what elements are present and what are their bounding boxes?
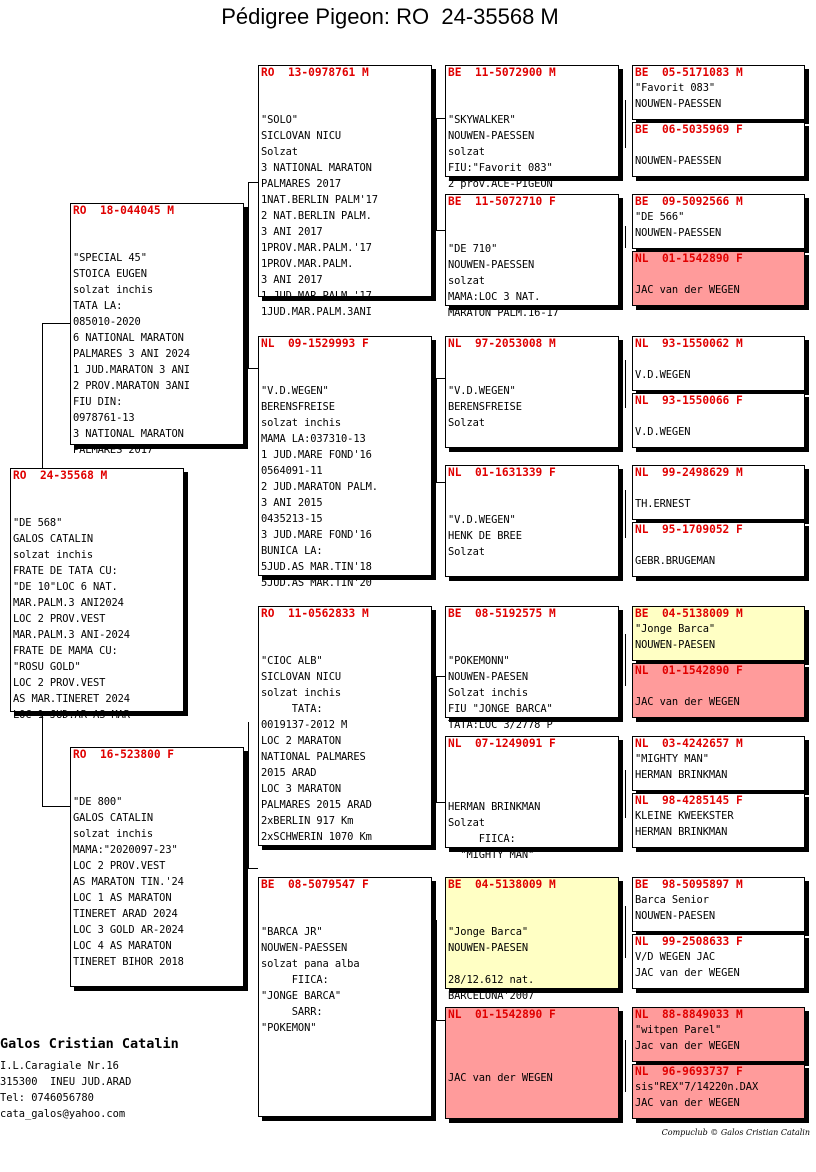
pigeon-card-sire bbox=[70, 203, 244, 456]
pigeon-details: "Favorit 083" NOUWEN-PAESSEN bbox=[635, 82, 722, 110]
pigeon-card-subject bbox=[10, 468, 184, 721]
connector-line bbox=[436, 920, 437, 1020]
connector-line bbox=[625, 360, 626, 408]
connector-line bbox=[42, 323, 70, 324]
connector-line bbox=[248, 868, 258, 869]
pigeon-card-gen5-5 bbox=[632, 336, 805, 391]
ring-number: NL 93-1550062 M bbox=[635, 337, 743, 350]
pigeon-details: "CIOC ALB" SICLOVAN NICU solzat inchis TATA: 0019137-2012 M LOC 2 MARATON NATIONAL PALMARES 2015 ARAD LOC 3 MARATON PALMARES 2015 ARAD 2xBERLIN 917 Km 2xSCHWERIN 1070 Km bbox=[261, 655, 372, 843]
ring-number: BE 09-5092566 M bbox=[635, 195, 743, 208]
ring-number: NL 88-8849033 M bbox=[635, 1008, 743, 1021]
pigeon-details: "Jonge Barca" NOUWEN-PAESEN bbox=[635, 623, 716, 651]
breeder-phone: Tel: 0746056780 bbox=[0, 1092, 94, 1104]
pigeon-card-gen4-8 bbox=[445, 1007, 619, 1119]
pigeon-card-gen4-6 bbox=[445, 736, 619, 861]
connector-line bbox=[625, 634, 626, 686]
pigeon-details: "DE 568" GALOS CATALIN solzat inchis FRATE DE TATA CU: "DE 10"LOC 6 NAT. MAR.PALM.3 ANI2024 LOC 2 PROV.VEST MAR.PALM.3 ANI-2024 FRATE DE MAMA CU: "ROSU GOLD" LOC 2 PROV.VEST AS MAR.TINERET 2024 LOC 1 JUD.AR AS MAR bbox=[13, 517, 130, 721]
connector-line bbox=[625, 490, 626, 538]
pigeon-details: "SKYWALKER" NOUWEN-PAESSEN solzat FIU:"Favorit 083" 2 prov.ACE-PIGEON bbox=[448, 114, 553, 190]
connector-line bbox=[436, 378, 445, 379]
footer-credit: Compuclub © Galos Cristian Catalin bbox=[661, 1128, 810, 1137]
ring-number: BE 04-5138009 M bbox=[448, 878, 556, 891]
connector-line bbox=[625, 226, 626, 248]
pigeon-details: JAC van der WEGEN bbox=[635, 696, 740, 708]
page-title: Pédigree Pigeon: RO 24-35568 M bbox=[221, 4, 559, 29]
pigeon-details: "V.D.WEGEN" BERENSFREISE solzat inchis MAMA LA:037310-13 1 JUD.MARE FOND'16 0564091-11 2 JUD.MARATON PALM. 3 ANI 2015 0435213-15 3 JUD.MARE FOND'16 BUNICA LA: 5JUD.AS MAR.TIN'18 5JUD.AS MAR.TIN'20 bbox=[261, 385, 378, 589]
pigeon-details: TH.ERNEST bbox=[635, 498, 691, 510]
ring-number: RO 13-0978761 M bbox=[261, 66, 369, 79]
pigeon-card-gen5-12 bbox=[632, 793, 805, 848]
ring-number: BE 11-5072900 M bbox=[448, 66, 556, 79]
connector-line bbox=[436, 378, 437, 482]
ring-number: RO 16-523800 F bbox=[73, 748, 175, 761]
connector-line bbox=[436, 230, 445, 231]
pigeon-details: "MIGHTY MAN" HERMAN BRINKMAN bbox=[635, 753, 728, 781]
pigeon-card-gen5-6 bbox=[632, 393, 805, 448]
pigeon-details: "BARCA JR" NOUWEN-PAESSEN solzat pana alba FIICA: "JONGE BARCA" SARR: "POKEMON" bbox=[261, 926, 360, 1034]
ring-number: NL 98-4285145 F bbox=[635, 794, 743, 807]
pigeon-details: "witpen Parel" Jac van der WEGEN bbox=[635, 1024, 740, 1052]
pigeon-card-gen5-7 bbox=[632, 465, 805, 520]
pigeon-details: HERMAN BRINKMAN Solzat FIICA: "MIGHTY MAN" bbox=[448, 801, 541, 861]
pigeon-card-gen5-13 bbox=[632, 877, 805, 932]
pigeon-card-gen5-16 bbox=[632, 1064, 805, 1119]
ring-number: BE 06-5035969 F bbox=[635, 123, 743, 136]
ring-number: NL 01-1542890 F bbox=[635, 252, 743, 265]
pigeon-details: V/D WEGEN JAC JAC van der WEGEN bbox=[635, 951, 740, 979]
pigeon-card-gen4-1 bbox=[445, 65, 619, 190]
connector-line bbox=[436, 482, 445, 483]
pigeon-details: "SOLO" SICLOVAN NICU Solzat 3 NATIONAL MARATON PALMARES 2017 1NAT.BERLIN PALM'17 2 NAT.BERLIN PALM. 3 ANI 2017 1PROV.MAR.PALM.'17 1PROV.MAR.PALM. 3 ANI 2017 1 JUD.MAR.PALM.'17 1JUD.MAR.PALM.3ANI bbox=[261, 114, 378, 318]
breeder-address: I.L.Caragiale Nr.16 bbox=[0, 1060, 119, 1072]
ring-number: BE 11-5072710 F bbox=[448, 195, 556, 208]
ring-number: BE 05-5171083 M bbox=[635, 66, 743, 79]
pigeon-details: NOUWEN-PAESSEN bbox=[635, 155, 722, 167]
pigeon-card-dam-dam bbox=[258, 877, 432, 1117]
ring-number: NL 09-1529993 F bbox=[261, 337, 369, 350]
ring-number: NL 95-1709052 F bbox=[635, 523, 743, 536]
pigeon-details: "DE 566" NOUWEN-PAESSEN bbox=[635, 211, 722, 239]
connector-line bbox=[436, 802, 445, 803]
ring-number: RO 24-35568 M bbox=[13, 469, 108, 482]
connector-line bbox=[248, 182, 258, 183]
ring-number: NL 01-1542890 F bbox=[448, 1008, 556, 1021]
pigeon-details: V.D.WEGEN bbox=[635, 426, 691, 438]
pigeon-details: "DE 800" GALOS CATALIN solzat inchis MAMA:"2020097-23" LOC 2 PROV.VEST AS MARATON TIN.'24 LOC 1 AS MARATON TINERET ARAD 2024 LOC 3 GOLD AR-2024 LOC 4 AS MARATON TINERET BIHOR 2018 bbox=[73, 796, 184, 968]
pigeon-details: KLEINE KWEEKSTER HERMAN BRINKMAN bbox=[635, 810, 734, 838]
ring-number: RO 11-0562833 M bbox=[261, 607, 369, 620]
pigeon-details: "SPECIAL 45" STOICA EUGEN solzat inchis TATA LA: 085010-2020 6 NATIONAL MARATON PALMARES 3 ANI 2024 1 JUD.MARATON 3 ANI 2 PROV.MARATON 3ANI FIU DIN: 0978761-13 3 NATIONAL MARATON PALMARES 2017 bbox=[73, 252, 190, 456]
connector-line bbox=[436, 118, 437, 230]
pigeon-card-gen4-7 bbox=[445, 877, 619, 1002]
ring-number: BE 08-5079547 F bbox=[261, 878, 369, 891]
pigeon-card-gen5-8 bbox=[632, 522, 805, 577]
pigeon-card-gen4-5 bbox=[445, 606, 619, 731]
pigeon-details: JAC van der WEGEN bbox=[448, 1072, 553, 1084]
pigeon-card-gen5-10 bbox=[632, 663, 805, 718]
pigeon-details: Barca Senior NOUWEN-PAESEN bbox=[635, 894, 716, 922]
ring-number: RO 18-044045 M bbox=[73, 204, 175, 217]
pigeon-details: JAC van der WEGEN bbox=[635, 284, 740, 296]
pigeon-card-gen4-2 bbox=[445, 194, 619, 319]
ring-number: NL 07-1249091 F bbox=[448, 737, 556, 750]
pigeon-card-gen5-1 bbox=[632, 65, 805, 120]
pigeon-card-dam bbox=[70, 747, 244, 987]
ring-number: BE 04-5138009 M bbox=[635, 607, 743, 620]
ring-number: BE 98-5095897 M bbox=[635, 878, 743, 891]
pigeon-card-gen5-9 bbox=[632, 606, 805, 661]
pigeon-card-gen5-15 bbox=[632, 1007, 805, 1062]
pigeon-card-gen4-3 bbox=[445, 336, 619, 448]
pigeon-card-gen4-4 bbox=[445, 465, 619, 577]
connector-line bbox=[248, 182, 249, 368]
connector-line bbox=[248, 368, 258, 369]
connector-line bbox=[625, 906, 626, 958]
pigeon-details: "V.D.WEGEN" BERENSFREISE Solzat bbox=[448, 385, 522, 429]
pigeon-details: "Jonge Barca" NOUWEN-PAESEN 28/12.612 nat. BARCELONA'2007 bbox=[448, 926, 535, 1002]
ring-number: NL 01-1542890 F bbox=[635, 664, 743, 677]
ring-number: NL 96-9693737 F bbox=[635, 1065, 743, 1078]
pigeon-card-gen5-11 bbox=[632, 736, 805, 791]
connector-line bbox=[42, 323, 43, 468]
breeder-name: Galos Cristian Catalin bbox=[0, 1036, 179, 1052]
ring-number: BE 08-5192575 M bbox=[448, 607, 556, 620]
pigeon-details: "POKEMONN" NOUWEN-PAESEN Solzat inchis FIU "JONGE BARCA" TATA:LOC 3/2778 P bbox=[448, 655, 553, 731]
pigeon-details: "V.D.WEGEN" HENK DE BREE Solzat bbox=[448, 514, 522, 558]
pigeon-card-sire-dam bbox=[258, 336, 432, 589]
pigeon-card-sire-sire bbox=[258, 65, 432, 318]
pigeon-details: "DE 710" NOUWEN-PAESSEN solzat MAMA:LOC 3 NAT. MARATON PALM.16-17 bbox=[448, 243, 559, 319]
connector-line bbox=[248, 722, 249, 868]
breeder-city: 315300 INEU JUD.ARAD bbox=[0, 1076, 132, 1088]
pigeon-card-gen5-4 bbox=[632, 251, 805, 306]
connector-line bbox=[436, 676, 445, 677]
pigeon-card-gen5-2 bbox=[632, 122, 805, 177]
pigeon-details: GEBR.BRUGEMAN bbox=[635, 555, 716, 567]
connector-line bbox=[625, 770, 626, 818]
ring-number: NL 99-2508633 F bbox=[635, 935, 743, 948]
ring-number: NL 99-2498629 M bbox=[635, 466, 743, 479]
pigeon-card-gen5-3 bbox=[632, 194, 805, 249]
pigeon-details: V.D.WEGEN bbox=[635, 369, 691, 381]
ring-number: NL 03-4242657 M bbox=[635, 737, 743, 750]
ring-number: NL 97-2053008 M bbox=[448, 337, 556, 350]
pigeon-details: sis"REX"7/14220n.DAX JAC van der WEGEN bbox=[635, 1081, 759, 1109]
breeder-email[interactable]: cata_galos@yahoo.com bbox=[0, 1108, 126, 1120]
connector-line bbox=[625, 100, 626, 148]
connector-line bbox=[436, 1020, 445, 1021]
ring-number: NL 01-1631339 F bbox=[448, 466, 556, 479]
pigeon-card-gen5-14 bbox=[632, 934, 805, 989]
ring-number: NL 93-1550066 F bbox=[635, 394, 743, 407]
pigeon-card-dam-sire bbox=[258, 606, 432, 846]
connector-line bbox=[625, 1040, 626, 1092]
connector-line bbox=[42, 806, 70, 807]
connector-line bbox=[436, 676, 437, 802]
connector-line bbox=[436, 118, 445, 119]
